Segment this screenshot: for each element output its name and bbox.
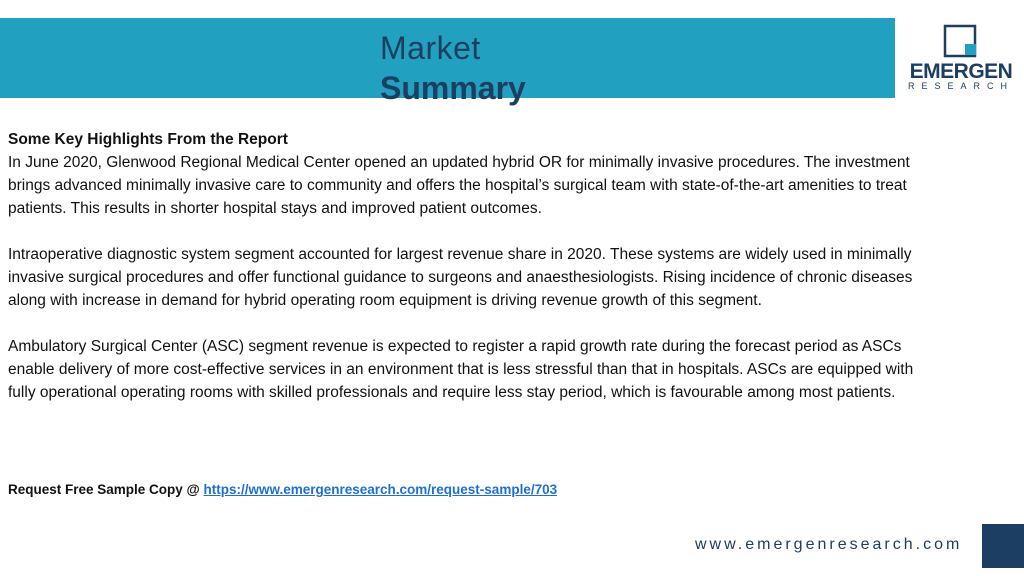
highlights-heading: Some Key Highlights From the Report [8, 131, 288, 148]
emergen-logo [905, 22, 1020, 94]
logo-mark-icon [905, 22, 1017, 62]
logo-wordmark: EMERGEN [909, 60, 1013, 83]
paragraph-diagnostic-segment: Intraoperative diagnostic system segment accounted for largest revenue share in 2020. These systems are widely used in minimally invasive surgical procedures and offer functional guidance to surgeons and anaesthesiologists. Rising incidence of chronic diseases along with increase in demand for hybrid operating room equipment is driving revenue growth of this segment. [8, 246, 913, 309]
title-market: Market [380, 30, 481, 66]
header-band [0, 18, 895, 106]
paragraph-hybrid-or: In June 2020, Glenwood Regional Medical Center opened an updated hybrid OR for minimally invasive procedures. The investment brings advanced minimally invasive care to community and offers the hospital’s surgical team with state-of-the-art amenities to treat patients. This results in shorter hospital stays and improved patient outcomes. [8, 154, 910, 217]
highlight-block-1 [8, 128, 940, 220]
footer-website[interactable]: www.emergenresearch.com [695, 536, 963, 553]
title-summary: Summary [380, 70, 526, 106]
paragraph-asc-segment: Ambulatory Surgical Center (ASC) segment revenue is expected to register a rapid growth rate during the forecast period as ASCs enable delivery of more cost-effective services in an environment that is less stressful than that in hospitals. ASCs are equipped with fully operational operating rooms with skilled professionals and require less stay period, which is favourable among most patients. [8, 338, 914, 401]
request-sample-link[interactable]: https://www.emergenresearch.com/request-sample/703 [203, 482, 558, 497]
corner-accent [982, 524, 1024, 568]
request-label: Request Free Sample Copy @ [8, 482, 204, 497]
request-sample [8, 482, 557, 497]
logo-subtitle: RESEARCH [907, 81, 1014, 91]
report-highlights [8, 128, 940, 427]
